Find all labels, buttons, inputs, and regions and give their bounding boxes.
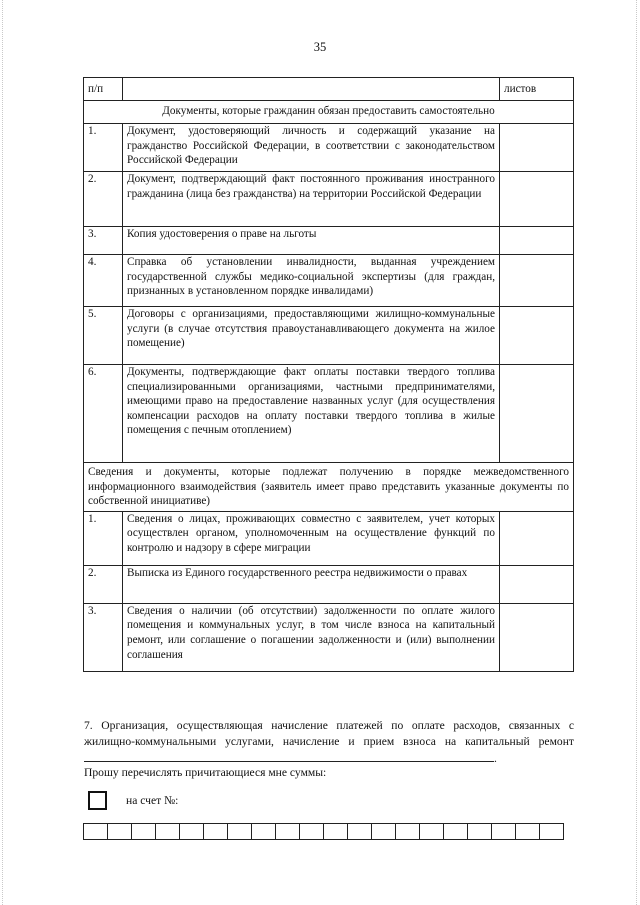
sheets-cell[interactable] [500,255,574,307]
sheets-cell[interactable] [500,124,574,172]
row-number: 2. [84,172,123,227]
table-row [84,124,574,172]
table-row [84,172,574,227]
account-digit-cell[interactable] [395,823,420,840]
account-digit-cell[interactable] [131,823,156,840]
row-number: 1. [84,124,123,172]
table-row [84,603,574,671]
sheets-cell[interactable] [500,227,574,255]
row-number: 1. [84,511,123,565]
account-digit-cell[interactable] [203,823,228,840]
row-text: Сведения о наличии (об отсутствии) задолженности по оплате жилого помещения и коммунальных услуг, в том числе взноса на капитальный ремонт, или соглашение о погашении задолженности и (или) выполнении соглашения [123,603,500,671]
account-digit-cell[interactable] [155,823,180,840]
section-7-end-mark: . [494,752,497,765]
row-number: 2. [84,565,123,603]
section-title-interagency: Сведения и документы, которые подлежат получению в порядке межведомственного информационного взаимодействия (заявитель имеет право представить указанные документы по собственной инициативе) [84,463,574,512]
section-7-paragraph [84,718,574,767]
sheets-cell[interactable] [500,307,574,365]
row-text: Копия удостоверения о праве на льготы [123,227,500,255]
row-number: 4. [84,255,123,307]
row-text: Справка об установлении инвалидности, выданная учреждением государственной службы медико-социальной экспертизы (для граждан, признанных в установленном порядке инвалидами) [123,255,500,307]
account-digit-cell[interactable] [467,823,492,840]
account-digit-cell[interactable] [251,823,276,840]
account-digit-cell[interactable] [371,823,396,840]
table-row [84,511,574,565]
row-number: 6. [84,365,123,463]
account-digit-cell[interactable] [347,823,372,840]
account-digit-cell[interactable] [443,823,468,840]
section-row-mandatory [84,101,574,124]
section-row-interagency [84,463,574,512]
header-sheets: листов [500,78,574,101]
table-row [84,365,574,463]
account-digit-cell[interactable] [515,823,540,840]
row-number: 3. [84,227,123,255]
sheets-cell[interactable] [500,565,574,603]
sheets-cell[interactable] [500,365,574,463]
account-digit-cell[interactable] [83,823,108,840]
account-label: на счет №: [126,794,179,807]
row-text: Сведения о лицах, проживающих совместно с заявителем, учет которых осуществлен органом, уполномоченным на осуществление функций по контролю и надзору в сфере миграции [123,511,500,565]
account-digit-cell[interactable] [491,823,516,840]
sheets-cell[interactable] [500,172,574,227]
row-text: Договоры с организациями, предоставляющими жилищно-коммунальные услуги (в случае отсутствия правоустанавливающего документа на жилое помещение) [123,307,500,365]
account-digit-cell[interactable] [539,823,564,840]
table-row [84,565,574,603]
row-text: Документы, подтверждающие факт оплаты поставки твердого топлива специализированными организациями, частными предпринимателями, имеющими право на предоставление названных услуг (для осуществления компенсации расходов на оплату поставки твердого топлива в жилые помещения с печным отоплением) [123,365,500,463]
row-text: Выписка из Единого государственного реестра недвижимости о правах [123,565,500,603]
page-number: 35 [313,40,327,54]
request-text: Прошу перечислять причитающиеся мне суммы: [84,766,327,779]
sheets-cell[interactable] [500,603,574,671]
table-row [84,307,574,365]
row-number: 5. [84,307,123,365]
account-digit-cell[interactable] [107,823,132,840]
table-row [84,227,574,255]
row-text: Документ, подтверждающий факт постоянного проживания иностранного гражданина (лица без гражданства) на территории Российской Федерации [123,172,500,227]
sheets-cell[interactable] [500,511,574,565]
left-edge-line [2,0,3,905]
right-edge-line [636,0,637,905]
account-digit-cell[interactable] [299,823,324,840]
header-document [123,78,500,101]
account-digit-cell[interactable] [227,823,252,840]
account-checkbox[interactable] [88,791,107,810]
row-number: 3. [84,603,123,671]
section-7-text: 7. Организация, осуществляющая начисление платежей по оплате расходов, связанных с жилищно-коммунальными услугами, начисление и прием взноса на капитальный ремонт [84,719,574,748]
account-digit-cell[interactable] [275,823,300,840]
account-digit-cell[interactable] [419,823,444,840]
table-header-row [84,78,574,101]
row-text: Документ, удостоверяющий личность и содержащий указание на гражданство Российской Федерации, в соответствии с законодательством Российской Федерации [123,124,500,172]
account-digit-cell[interactable] [179,823,204,840]
section-title-mandatory: Документы, которые гражданин обязан предоставить самостоятельно [84,101,574,124]
organization-fill-line[interactable] [84,750,494,762]
account-digit-cell[interactable] [323,823,348,840]
header-num: п/п [84,78,123,101]
table-row [84,255,574,307]
account-number-cells [83,823,564,840]
documents-table [83,77,574,672]
